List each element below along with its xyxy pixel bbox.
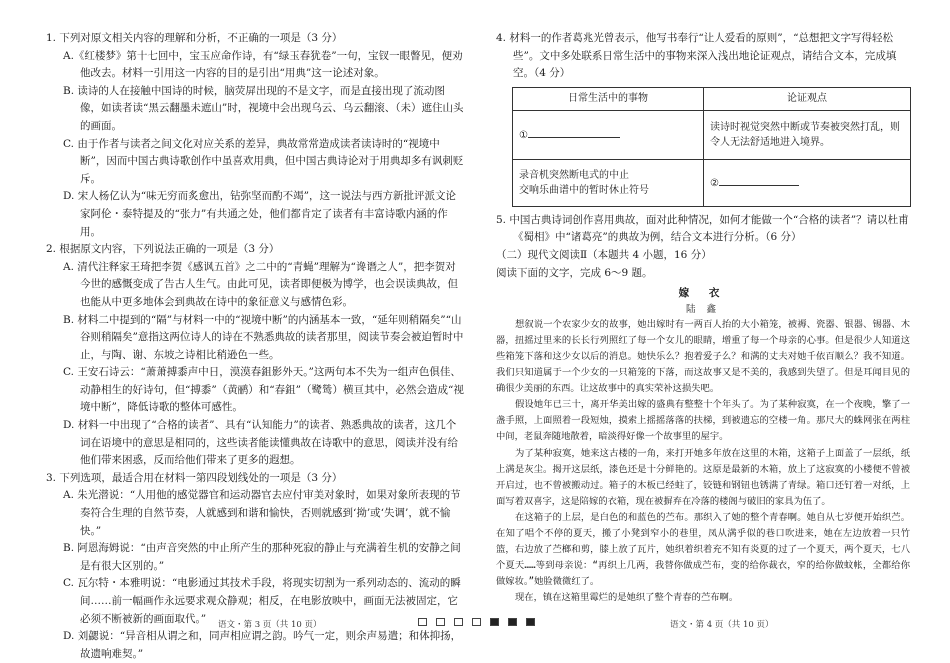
blank-label-2: ② [710,178,719,190]
q1-option-a: A.《红楼梦》第十七回中，宝玉应命作诗，有“绿玉春犹卷”一句，宝钗一眼瞥见，便劝他改去。材料一引用这一内容的目的是引出“用典”这一论述对象。 [63,49,463,80]
q3-option-d: D. 刘勰说：“异音相从谓之和，同声相应谓之韵。吟气一定，则余声易遣；和体抑扬，故遗响难契。” [63,630,462,660]
section-instruction: 阅读下面的文字，完成 6～9 题。 [496,266,653,279]
answer-blank-1[interactable] [528,126,620,138]
story-author: 陆 鑫 [685,303,721,315]
question-5 [496,212,910,247]
story-paragraph: 为了某种寂寞，她来这古楼的一角，来打开她多年放在这里的木箱，这箱子上面盖了一层纸，纸上满是灰尘。揭开这层纸，漆色还是十分鲜艳的。这原是最新的木箱，放上了这寂寞的小楼便不曾被开启过，也不曾被搬动过。箱子的木板已经蛀了，铰链和钢钮也锈满了青绿。箱口还钉着一对纸，上面写着双喜字，这是陪嫁的衣箱，现在被摒弃在冷落的楼阁与破旧的家具为伍了。 [496,447,910,507]
page-marker-box [526,618,535,626]
q5-stem: 5. 中国古典诗词创作喜用典故，面对此种情况，如何才能做一个“合格的读者”？请以杜甫《蜀相》中“诸葛亮”的典故为例，结合文本进行分析。（6 分） [496,213,909,244]
story-paragraph: 现在，镇在这箱里霉烂的是她织了整个青春的苎布啊。 [515,592,739,604]
q3-stem: 3. 下列选项，最适合用在材料一第四段划线处的一项是（3 分） [46,471,343,484]
q4-table [512,87,911,207]
q3-option-a: A. 朱光潜说：“人用他的感觉器官和运动器官去应付审美对象时，如果对象所表现的节奏符合生理的自然节奏，人就感到和谐和愉快，否则就感到‘拗’或‘失调’，就不愉快。” [63,489,461,537]
q2-option-b: B. 材料二中提到的“隔”与材料一中的“视境中断”的内涵基本一致，“延年则稍隔矣”“山谷则稍隔矣”意指这两位诗人的诗在不熟悉典故的读者那里，阅读节奏会被迫暂时中止，与陶、谢、东坡之诗相比稍逊色一些。 [63,313,464,361]
q3-option-b: B. 阿恩海姆说：“由声音突然的中止所产生的那种死寂的静止与充满着生机的安静之间是有很大区别的。” [63,542,461,572]
page-marker-box [454,618,463,626]
story-paragraph: 想叙说一个农家少女的故事，她出嫁时有一两百人抬的大小箱笼，被褥、瓷器、银器、锡器、木器，扭摇过里来的长长行列照红了每一个女儿的眼睛，增重了每一个母亲的心事。但是很少人知道这些箱笼下落和这少女以后的消息。她快乐么？抱着爱子么？和满的丈夫对她千依百顺么？我不知道。我们只知道属于一个少女的一只箱笼的下落，而这故事又是不美的，我感到失望了。但是耳闻目见的确很少美丽的东西。让这故事中的真实荣补这损失吧。 [496,318,910,395]
page-marker-box [418,618,427,626]
table-cell-things-2: 录音机突然断电式的中止 交响乐曲谱中的暂时休止符号 [513,159,704,206]
question-4 [496,30,910,207]
q2-option-c: C. 王安石诗云：“萧萧搏黍声中日，漠漠春鉏影外天。”这两句本不失为一组声色俱佳、动静相生的好诗句，但“搏黍”（黄鹂）和“春鉏”（鹭鸶）横亘其中，必然会造成“视境中断”，降低诗歌的整体可感性。 [63,366,464,414]
page-marker-box [472,618,481,626]
right-column [496,30,910,606]
q2-option-d: D. 材料一中出现了“合格的读者”、具有“认知能力”的读者、熟悉典故的读者，这几个词在语境中的意思是相同的，这些读者能读懂典故在诗歌中的意思，阅读并没有给他们带来困惑，反而给他们带来了更多的遐想。 [63,419,458,467]
page-marker-boxes [418,618,535,626]
section-heading: （二）现代文阅读Ⅱ（本题共 4 小题，16 分） [496,248,712,261]
q3-option-c: C. 瓦尔特・本雅明说：“电影通过其技术手段，将现实切割为一系列动态的、流动的瞬间……前一幅画作永远要求观众静观；相反，在电影放映中，画面无法被固定，它必须不断被新的画面取代。” [63,577,461,625]
q2-stem: 2. 根据原文内容，下列说法正确的一项是（3 分） [46,243,280,256]
question-3 [46,470,464,663]
story-body [496,317,910,607]
story-paragraph: 在这箱子的上层，是白色的和蓝色的苎布。那织入了她的整个青春啊。她自从七岁便开始织苎。在知了唱个不停的夏天，搬了小凳到窄小的巷里，凤从满乎似的巷口吹进来，她在左边放着一只竹篮，右边放了苎榔和剪，膝上放了瓦片，她织着织着充不知有炎夏的过了一个夏天，两个夏天，七八个夏天……等到母亲说：“再织上几两，我替你做成苎布，变的给你裁衣，窄的给你做蚊帐，全都给你做嫁妆。”她脸微微红了。 [496,511,910,588]
table-cell-blank-2[interactable] [704,159,911,206]
question-1 [46,30,464,241]
q1-stem: 1. 下列对原文相关内容的理解和分析，不正确的一项是（3 分） [46,32,343,44]
table-header-things: 日常生活中的事物 [513,87,704,110]
footer-page-left: 语文・第 3 页（共 10 页） [218,620,322,630]
table-cell-blank-1[interactable] [513,110,704,159]
q1-option-c: C. 由于作者与读者之间文化对应关系的差异，典故常常造成读者读诗时的“视境中断”，因而中国古典诗歌创作中虽喜欢用典，但中国古典诗论对于用典却多有讽刺贬斥。 [63,137,464,185]
q1-option-b: B. 读诗的人在接触中国诗的时候，脑荧屏出现的不是文字，而是直接出现了流动图像，如读者读“黑云翻墨未遮山”时，视境中会出现乌云、乌云翻滚、（未）遮住山头的画面。 [63,84,464,132]
story-title: 嫁 衣 [678,287,728,300]
table-cell-viewpoint-1: 读诗时视觉突然中断或节奏被突然打乱，则令人无法舒适地进入境界。 [704,110,911,159]
footer-page-right: 语文・第 4 页（共 10 页） [670,620,774,630]
blank-label-1: ① [519,130,528,142]
table-header-viewpoint: 论证观点 [704,87,911,110]
answer-blank-2[interactable] [719,174,799,186]
page-marker-box [436,618,445,626]
story-paragraph: 假设她年已三十，离开华美出嫁的盛典有整整十个年头了。为了某种寂寞，在一个夜晚，擎了一盏手照，上面照着一段短烛，摸索上摇摇落落的扶梯，到被遗忘的空楼一角。那尺大的蛛网张在两柱中间，老鼠奔随地散着，暗淡得好像一个故事里的屋宇。 [496,399,910,443]
q2-option-a: A. 清代注释家王琦把李贺《感讽五首》之二中的“青蝇”理解为“谗谮之人”，把李贺对今世的感慨变成了告古人生气。由此可见，读者即便极为博学，也会误读典故，但也能从中更多地体会到典故在诗中的象征意义与感情色彩。 [63,260,458,308]
page-marker-box [490,618,499,626]
page-marker-box [508,618,517,626]
q4-stem: 4. 材料一的作者葛兆光曾表示，他写书奉行“让人爱看的原则”，“总想把文字写得轻松些”。文中多处联系日常生活中的事物来深入浅出地论证观点，请结合文本，完成填空。（4 分） [496,32,897,80]
left-column [46,30,464,663]
q1-option-d: D. 宋人杨亿认为“味无穷而炙愈出，钻弥坚而酌不竭”，这一说法与西方新批评派文论家阿伦・泰特提及的“张力”有共通之处，他们都肯定了读者有丰富诗歌内涵的作用。 [63,190,456,238]
question-2 [46,241,464,470]
